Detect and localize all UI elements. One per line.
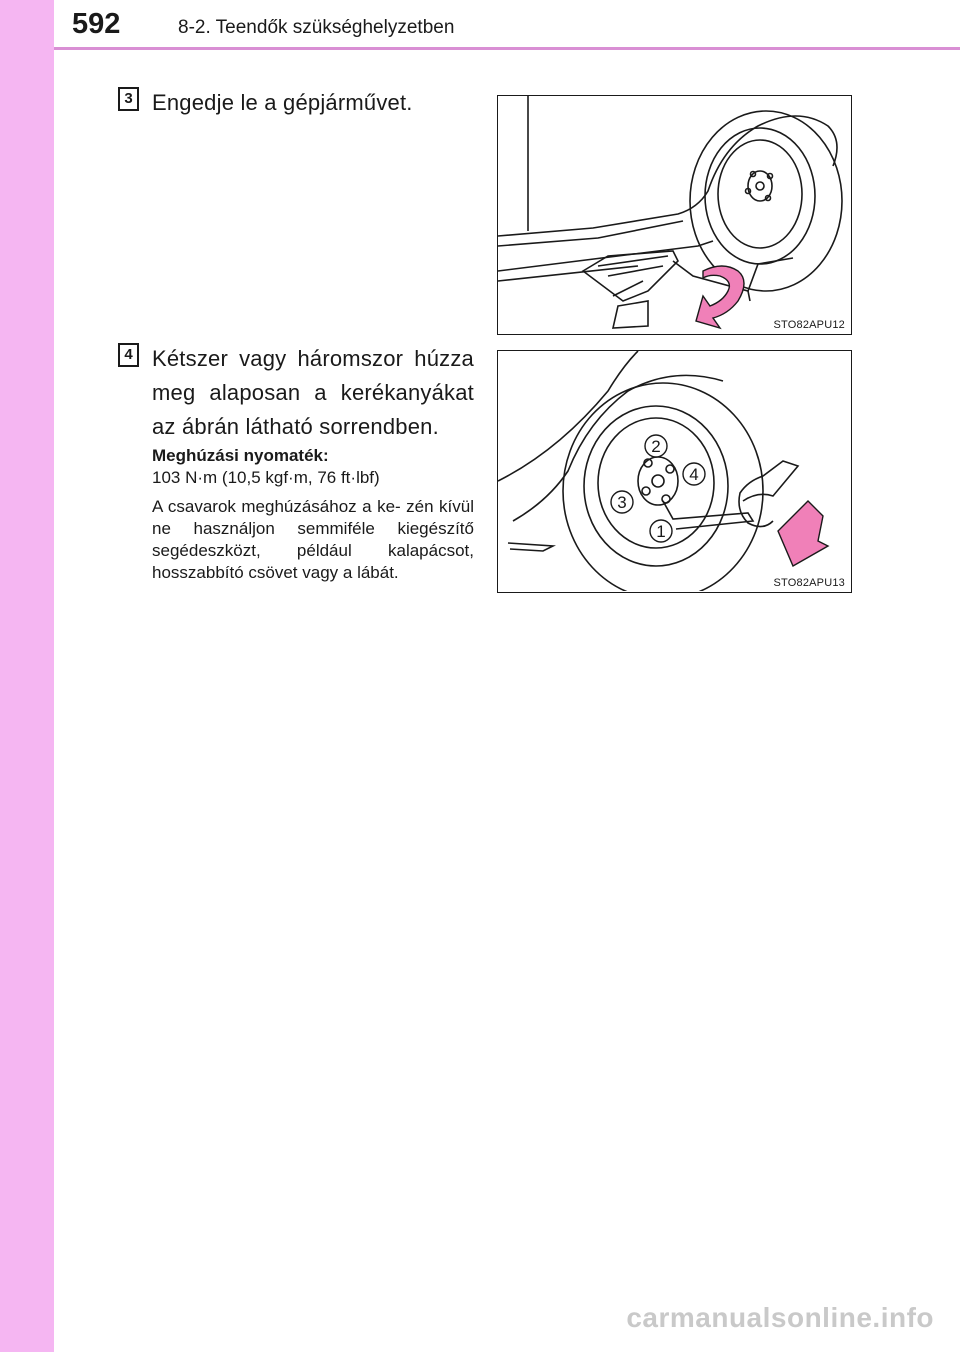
header-rule [54,47,960,50]
torque-label: Meghúzási nyomaték: [152,446,329,465]
callout-2: 2 [651,437,661,456]
watermark: carmanualsonline.info [626,1302,934,1333]
page-number: 592 [72,8,121,40]
tighten-nuts-illustration [498,351,850,591]
figure-code: STO82APU13 [773,577,845,589]
step-number-4: 4 [118,343,139,367]
figure-lower-vehicle [497,95,852,335]
tightening-note: A csavarok meghúzásához a ke- zén kívül ne használjon semmiféle kiegészítő segédeszközt, például kalapácsot, hosszabbító csövet vagy a lábát. [152,497,474,582]
lower-vehicle-illustration [498,96,850,333]
callout-3: 3 [617,493,627,512]
figure-tighten-nuts [497,350,852,593]
step-4-text: Kétszer vagy háromszor húzza meg alaposan a kerékanyákat az ábrán látható sorrendben. [152,346,474,439]
rotation-arrow-icon [696,266,744,328]
callout-4: 4 [689,465,699,484]
turn-down-arrow-icon [778,501,828,566]
callout-1: 1 [656,522,666,541]
figure-code: STO82APU12 [773,319,845,331]
step-3-text: Engedje le a gépjárművet. [152,90,413,115]
side-tab [0,0,54,1352]
section-title: 8-2. Teendők szükséghelyzetben [178,17,455,38]
torque-value: 103 N·m (10,5 kgf·m, 76 ft·lbf) [152,468,380,487]
step-number-3: 3 [118,87,139,111]
